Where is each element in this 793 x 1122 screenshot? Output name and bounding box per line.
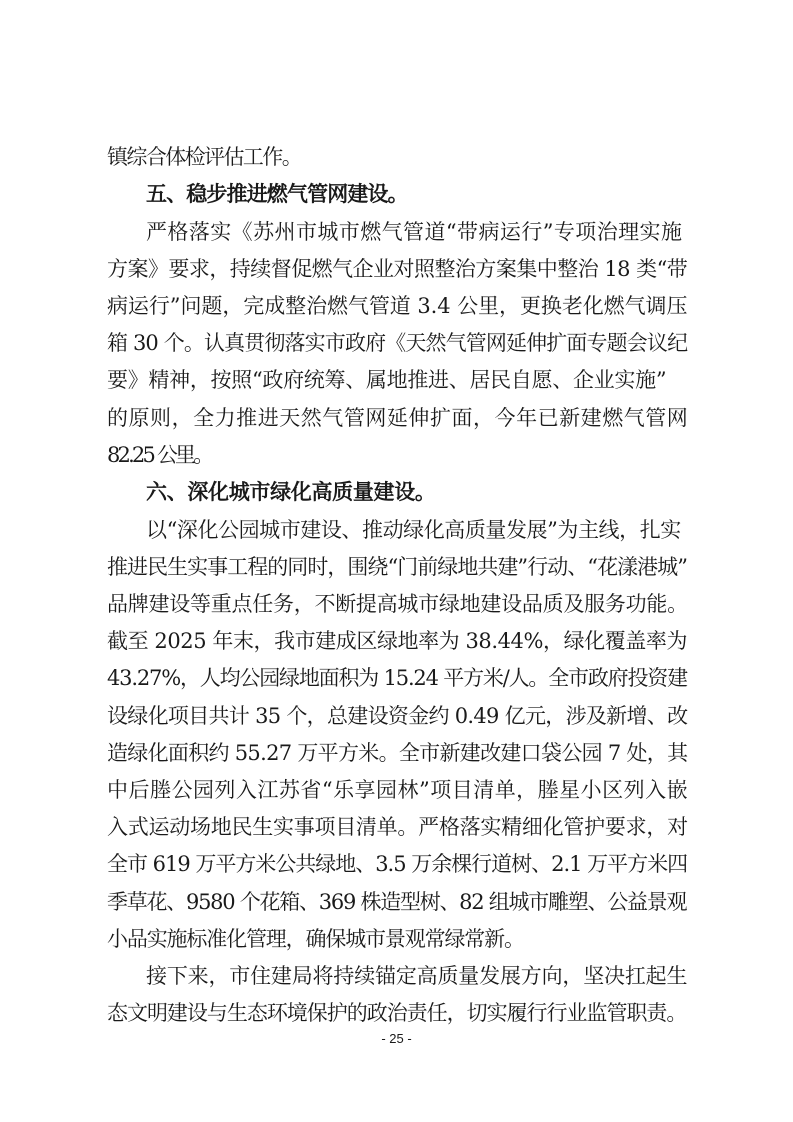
body-line: 中后塍公园列入江苏省“乐享园林”项目清单，塍星小区列入嵌 (107, 778, 688, 802)
body-line: 以“深化公园城市建设、推动绿化高质量发展”为主线，扎实 (146, 518, 681, 542)
body-line: 方案》要求，持续督促燃气企业对照整治方案集中整治 18 类“带 (107, 257, 688, 281)
body-line: 入式运动场地民生实事项目清单。严格落实精细化管护要求，对 (107, 815, 688, 839)
page-number: - 25 - (381, 1031, 412, 1046)
body-line: 设绿化项目共计 35 个，总建设资金约 0.49 亿元，涉及新增、改 (107, 704, 688, 728)
body-line: 品牌建设等重点任务，不断提高城市绿地建设品质及服务功能。 (107, 592, 688, 616)
body-line: 小品实施标准化管理，确保城市景观常绿常新。 (107, 927, 524, 951)
body-line: 季草花、9580 个花箱、369 株造型树、82 组城市雕塑、公益景观 (107, 890, 687, 914)
body-line: 推进民生实事工程的同时，围绕“门前绿地共建”行动、“花漾港城” (107, 555, 687, 579)
body-line: 造绿化面积约 55.27 万平方米。全市新建改建口袋公园 7 处，其 (107, 741, 688, 765)
body-line: 病运行”问题，完成整治燃气管道 3.4 公里，更换老化燃气调压 (107, 294, 688, 318)
body-line: 接下来，市住建局将持续锚定高质量发展方向，坚决扛起生 (146, 964, 688, 988)
body-line: 态文明建设与生态环境保护的政治责任，切实履行行业监管职责。 (107, 1001, 687, 1025)
body-line: 要》精神，按照“政府统筹、属地推进、居民自愿、企业实施” (107, 368, 667, 392)
body-line: 的原则，全力推进天然气管网延伸扩面，今年已新建燃气管网 (107, 406, 688, 430)
body-line: 严格落实《苏州市城市燃气管道“带病运行”专项治理实施 (146, 220, 682, 244)
body-line: 全市 619 万平方米公共绿地、3.5 万余棵行道树、2.1 万平方米四 (107, 852, 688, 876)
section-heading: 六、深化城市绿化高质量建设。 (146, 480, 436, 504)
body-line: 82.25 公里。 (107, 443, 212, 467)
body-line: 镇综合体检评估工作。 (107, 145, 302, 169)
body-line: 箱 30 个。认真贯彻落实市政府《天然气管网延伸扩面专题会议纪 (107, 331, 688, 355)
body-line: 截至 2025 年末，我市建成区绿地率为 38.44%，绿化覆盖率为 (107, 629, 688, 653)
section-heading: 五、稳步推进燃气管网建设。 (146, 182, 408, 206)
body-line: 43.27%，人均公园绿地面积为 15.24 平方米/人。全市政府投资建 (107, 666, 687, 690)
